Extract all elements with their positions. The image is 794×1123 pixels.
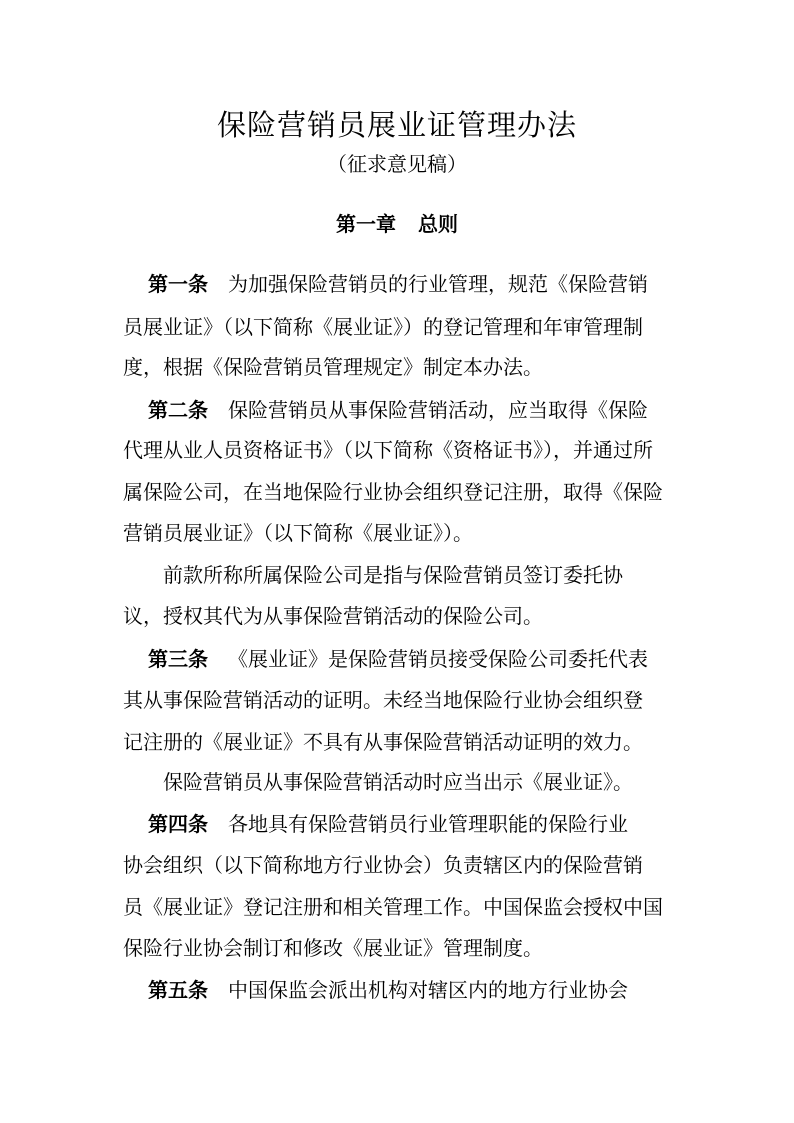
article-2-line-2: 代理从业人员资格证书》（以下简称《资格证书》），并通过所 <box>123 438 653 462</box>
article-2-line-4: 营销员展业证》（以下简称《展业证》）。 <box>123 521 473 545</box>
article-5-text-1: 中国保监会派出机构对辖区内的地方行业协会 <box>228 978 628 1002</box>
article-2-label: 第二条 <box>148 398 208 422</box>
chapter-number: 第一章 <box>336 212 396 236</box>
article-2-paragraph-line-2: 议，授权其代为从事保险营销活动的保险公司。 <box>123 604 543 628</box>
article-4-line-3: 员《展业证》登记注册和相关管理工作。中国保监会授权中国 <box>123 895 663 919</box>
article-1-text-1: 为加强保险营销员的行业管理，规范《保险营销 <box>228 272 648 296</box>
article-4-line-4: 保险行业协会制订和修改《展业证》管理制度。 <box>123 936 543 960</box>
chapter-name: 总则 <box>418 212 458 236</box>
article-3-line-3: 记注册的《展业证》不具有从事保险营销活动证明的效力。 <box>123 730 643 754</box>
article-4-text-1: 各地具有保险营销员行业管理职能的保险行业 <box>228 812 628 836</box>
article-2-paragraph-line-1: 前款所称所属保险公司是指与保险营销员签订委托协 <box>163 563 623 587</box>
article-3-line-1 <box>148 645 648 673</box>
document-title: 保险营销员展业证管理办法 <box>216 108 577 142</box>
article-4-line-2: 协会组织（以下简称地方行业协会）负责辖区内的保险营销 <box>123 853 643 877</box>
document-subtitle: （征求意见稿） <box>327 152 467 176</box>
article-3-line-2: 其从事保险营销活动的证明。未经当地保险行业协会组织登 <box>123 688 643 712</box>
article-2-text-1: 保险营销员从事保险营销活动，应当取得《保险 <box>228 398 648 422</box>
chapter-heading <box>0 210 794 238</box>
article-1-line-1 <box>148 270 648 298</box>
article-1-line-3: 度，根据《保险营销员管理规定》制定本办法。 <box>123 355 543 379</box>
article-3-paragraph-line-1: 保险营销员从事保险营销活动时应当出示《展业证》。 <box>163 770 633 794</box>
article-3-label: 第三条 <box>148 647 208 671</box>
article-4-line-1 <box>148 810 628 838</box>
article-1-line-2: 员展业证》（以下简称《展业证》）的登记管理和年审管理制 <box>123 315 643 339</box>
article-5-line-1 <box>148 976 628 1004</box>
article-2-line-3: 属保险公司，在当地保险行业协会组织登记注册，取得《保险 <box>123 480 663 504</box>
article-2-line-1 <box>148 396 648 424</box>
article-5-label: 第五条 <box>148 978 208 1002</box>
article-1-label: 第一条 <box>148 272 208 296</box>
article-3-text-1: 《展业证》是保险营销员接受保险公司委托代表 <box>228 647 648 671</box>
article-4-label: 第四条 <box>148 812 208 836</box>
